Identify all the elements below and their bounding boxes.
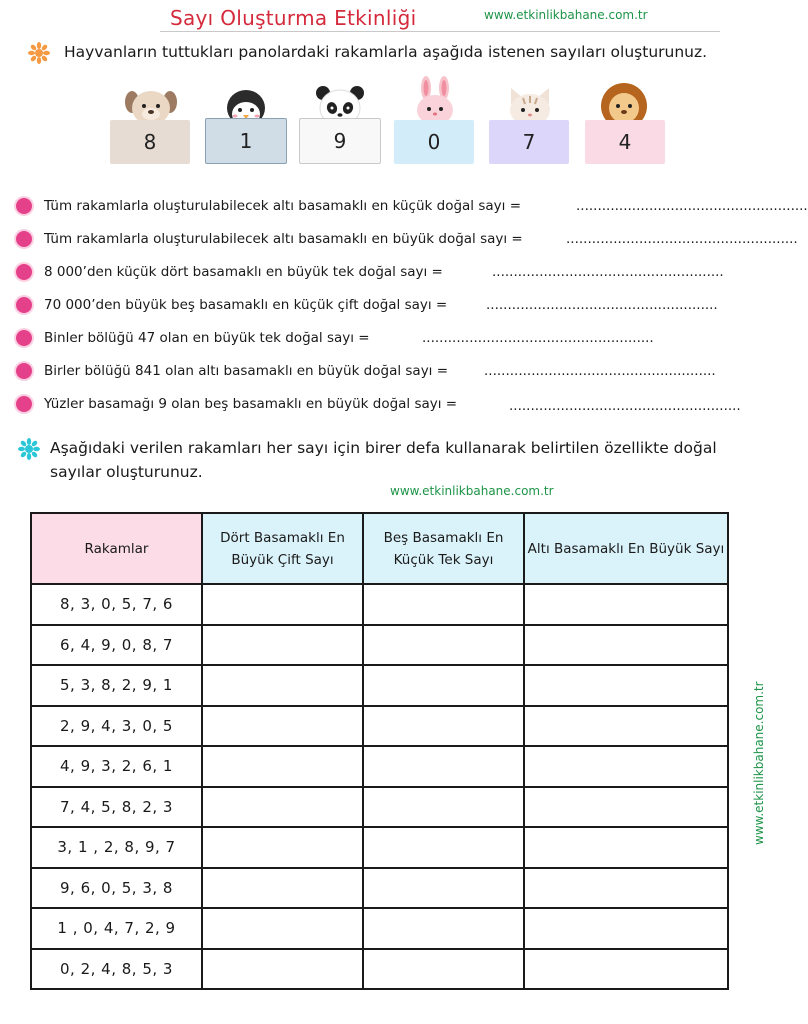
question-row (16, 326, 370, 350)
instruction-1: Hayvanların tuttukları panolardaki rakamlarla aşağıda istenen sayıları oluşturunuz. (64, 43, 708, 61)
answer-cell[interactable] (363, 584, 524, 625)
animal-bunny (394, 84, 478, 164)
question-text: Birler bölüğü 841 olan altı basamaklı en büyük doğal sayı = (44, 363, 449, 379)
question-text: Yüzler basamağı 9 olan beş basamaklı en büyük doğal sayı = (44, 396, 458, 412)
animal-dog (110, 84, 194, 164)
question-text: 70 000’den büyük beş basamaklı en küçük çift doğal sayı = (44, 297, 448, 313)
digit-board: 4 (585, 120, 665, 164)
blue-flower-icon (18, 438, 40, 460)
answer-cell[interactable] (524, 908, 728, 949)
animal-penguin (205, 84, 289, 164)
question-text: Binler bölüğü 47 olan en büyük tek doğal sayı = (44, 330, 370, 346)
answer-cell[interactable] (363, 706, 524, 747)
answer-cell[interactable] (524, 706, 728, 747)
answer-cell[interactable] (524, 868, 728, 909)
digit-board: 8 (110, 120, 190, 164)
answer-cell[interactable] (202, 908, 363, 949)
animal-cat (489, 84, 573, 164)
bullet-dot-icon (16, 297, 32, 313)
answer-cell[interactable] (524, 665, 728, 706)
question-text: Tüm rakamlarla oluşturulabilecek altı basamaklı en küçük doğal sayı = (44, 198, 522, 214)
bullet-dot-icon (16, 231, 32, 247)
bullet-dot-icon (16, 363, 32, 379)
bullet-dot-icon (16, 264, 32, 280)
question-row (16, 293, 447, 317)
digits-cell: 8, 3, 0, 5, 7, 6 (31, 584, 202, 625)
answer-cell[interactable] (524, 584, 728, 625)
column-header: Beş Basamaklı En Küçük Tek Sayı (363, 513, 524, 584)
table-row (31, 665, 728, 706)
question-row (16, 194, 521, 218)
column-header: Altı Basamaklı En Büyük Sayı (524, 513, 728, 584)
title-underline (160, 31, 720, 32)
answer-blank[interactable]: ...................................................... (566, 231, 798, 247)
answer-cell[interactable] (363, 665, 524, 706)
instruction-2: Aşağıdaki verilen rakamları her sayı için birer defa kullanarak belirtilen özellikte doğal sayılar oluşturunuz. (50, 439, 717, 481)
answer-cell[interactable] (363, 787, 524, 828)
digits-cell: 2, 9, 4, 3, 0, 5 (31, 706, 202, 747)
answer-cell[interactable] (524, 746, 728, 787)
answer-cell[interactable] (202, 706, 363, 747)
answer-cell[interactable] (363, 827, 524, 868)
answer-cell[interactable] (202, 827, 363, 868)
answer-cell[interactable] (202, 746, 363, 787)
table-row (31, 584, 728, 625)
table-row (31, 787, 728, 828)
column-header: Rakamlar (31, 513, 202, 584)
answer-cell[interactable] (202, 787, 363, 828)
website-label-side: www.etkinlikbahane.com.tr (752, 681, 766, 845)
digit-board: 9 (299, 118, 381, 164)
website-label-mid: www.etkinlikbahane.com.tr (390, 484, 554, 498)
orange-flower-icon (28, 42, 50, 64)
bullet-dot-icon (16, 330, 32, 346)
answer-cell[interactable] (202, 625, 363, 666)
question-text: 8 000’den küçük dört basamaklı en büyük tek doğal sayı = (44, 264, 443, 280)
answer-cell[interactable] (363, 908, 524, 949)
digits-cell: 3, 1 , 2, 8, 9, 7 (31, 827, 202, 868)
table-row (31, 868, 728, 909)
bullet-dot-icon (16, 198, 32, 214)
answer-cell[interactable] (524, 949, 728, 990)
answer-cell[interactable] (524, 625, 728, 666)
animal-panda (299, 84, 383, 164)
table-header-row (31, 513, 728, 584)
answer-blank[interactable]: ...................................................... (484, 363, 716, 379)
digits-cell: 7, 4, 5, 8, 2, 3 (31, 787, 202, 828)
answer-cell[interactable] (524, 787, 728, 828)
answer-cell[interactable] (202, 949, 363, 990)
question-text: Tüm rakamlarla oluşturulabilecek altı basamaklı en büyük doğal sayı = (44, 231, 523, 247)
table-row (31, 827, 728, 868)
digit-board: 0 (394, 120, 474, 164)
answer-blank[interactable]: ...................................................... (486, 297, 718, 313)
table-row (31, 949, 728, 990)
answer-cell[interactable] (363, 625, 524, 666)
digits-cell: 9, 6, 0, 5, 3, 8 (31, 868, 202, 909)
table-row (31, 908, 728, 949)
digit-board: 7 (489, 120, 569, 164)
digits-cell: 1 , 0, 4, 7, 2, 9 (31, 908, 202, 949)
answer-cell[interactable] (202, 868, 363, 909)
answer-cell[interactable] (363, 949, 524, 990)
answer-blank[interactable]: ...................................................... (492, 264, 724, 280)
answer-blank[interactable]: ...................................................... (576, 198, 808, 214)
answer-cell[interactable] (524, 827, 728, 868)
number-table (30, 512, 729, 990)
answer-cell[interactable] (363, 746, 524, 787)
table-row (31, 746, 728, 787)
digits-cell: 5, 3, 8, 2, 9, 1 (31, 665, 202, 706)
answer-cell[interactable] (202, 584, 363, 625)
website-label-top: www.etkinlikbahane.com.tr (484, 8, 648, 22)
table-row (31, 706, 728, 747)
answer-blank[interactable]: ...................................................... (509, 398, 741, 414)
question-row (16, 359, 448, 383)
question-row (16, 260, 443, 284)
page-title: Sayı Oluşturma Etkinliği (170, 6, 417, 30)
animal-lion (585, 84, 669, 164)
question-row (16, 227, 523, 251)
answer-cell[interactable] (363, 868, 524, 909)
table-row (31, 625, 728, 666)
column-header: Dört Basamaklı En Büyük Çift Sayı (202, 513, 363, 584)
digits-cell: 6, 4, 9, 0, 8, 7 (31, 625, 202, 666)
bullet-dot-icon (16, 396, 32, 412)
answer-cell[interactable] (202, 665, 363, 706)
question-row (16, 392, 457, 416)
answer-blank[interactable]: ...................................................... (422, 330, 654, 346)
digits-cell: 0, 2, 4, 8, 5, 3 (31, 949, 202, 990)
digit-board: 1 (205, 118, 287, 164)
digits-cell: 4, 9, 3, 2, 6, 1 (31, 746, 202, 787)
